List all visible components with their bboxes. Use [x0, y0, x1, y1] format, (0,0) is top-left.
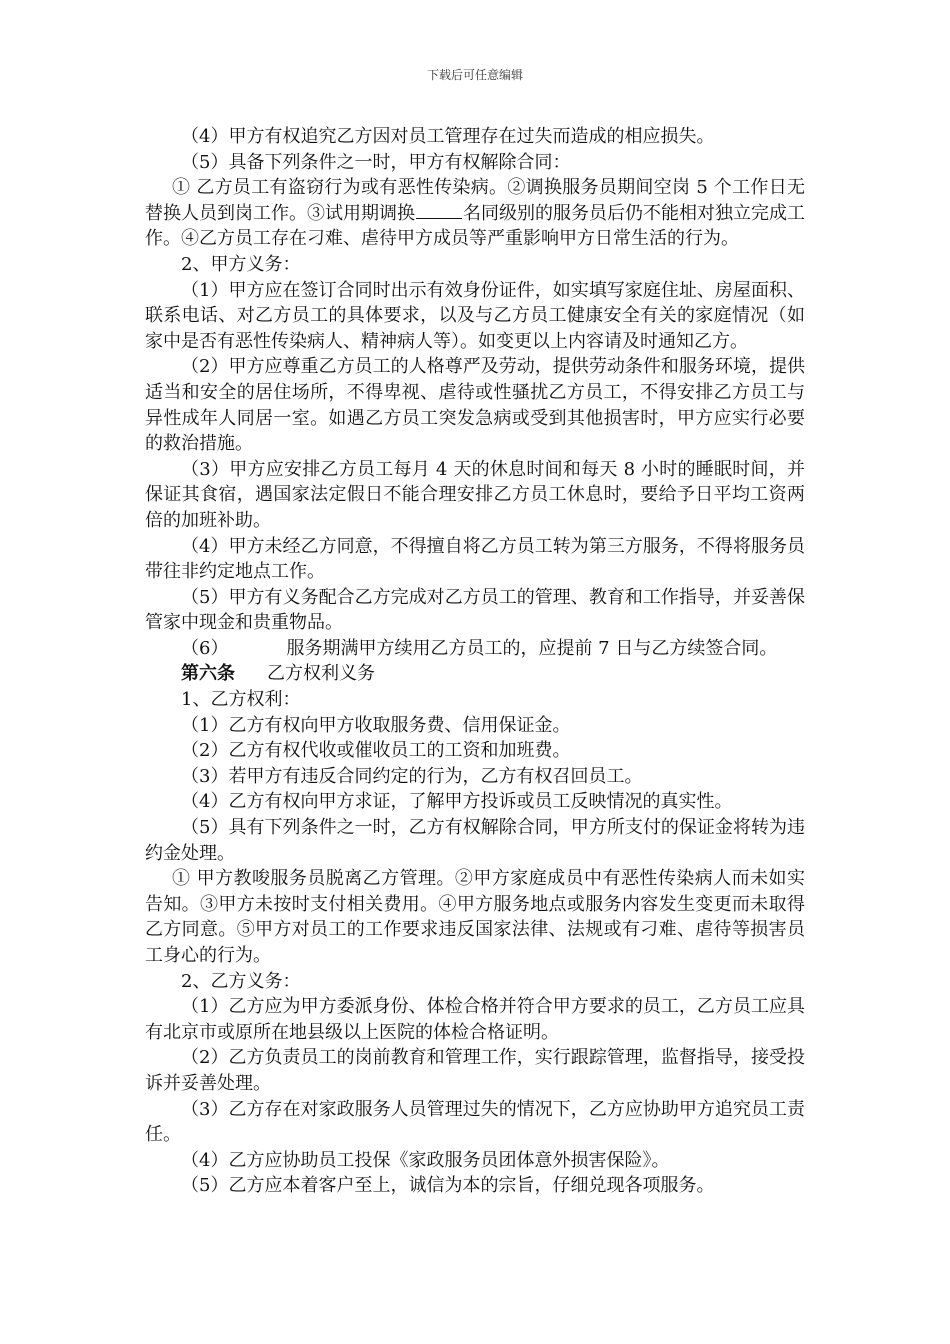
paragraph: （5）具有下列条件之一时，乙方有权解除合同，甲方所支付的保证金将转为违约金处理。	[145, 817, 805, 864]
document-body	[145, 124, 805, 1199]
paragraph: 1、乙方权利：	[181, 689, 301, 711]
paragraph-text: 服务期满甲方续用乙方员工的，应提前 7 日与乙方续签合同。	[286, 637, 778, 659]
paragraph: （5）具备下列条件之一时，甲方有权解除合同：	[181, 151, 571, 173]
paragraph-text: （6）	[181, 637, 229, 659]
paragraph	[145, 175, 805, 252]
paragraph: （1）乙方有权向甲方收取服务费、信用保证金。	[181, 714, 571, 736]
paragraph: （2）乙方负责员工的岗前教育和管理工作，实行跟踪管理，监督指导，接受投诉并妥善处理。	[145, 1047, 805, 1094]
page-header: 下载后可任意编辑	[426, 68, 523, 82]
paragraph: （3）乙方存在对家政服务人员管理过失的情况下，乙方应协助甲方追究员工责任。	[145, 1098, 805, 1146]
paragraph: （4）乙方有权向甲方求证，了解甲方投诉或员工反映情况的真实性。	[181, 791, 733, 813]
paragraph: （4）甲方有权追究乙方因对员工管理存在过失而造成的相应损失。	[181, 126, 715, 147]
paragraph: ① 甲方教唆服务员脱离乙方管理。②甲方家庭成员中有恶性传染病人而未如实告知。③甲方未按时支付相关费用。④甲方服务地点或服务内容发生变更而未取得乙方同意。⑤甲方对员工的工作要求违反国家法律、法规或有刁难、虐待等损害员工身心的行为。	[145, 868, 805, 966]
paragraph: （3）若甲方有违反合同约定的行为，乙方有权召回员工。	[181, 765, 643, 787]
section-heading	[145, 661, 805, 687]
paragraph-text: ① 乙方员工有盗窃行为或有恶性传染病。②调换服务员期间空岗 5 个工作日无替换人员到岗工作。③试用期调换	[145, 177, 805, 224]
blank-underline	[416, 202, 462, 219]
paragraph: （5）乙方应本着客户至上，诚信为本的宗旨，仔细兑现各项服务。	[181, 1175, 715, 1197]
paragraph: （5）甲方有义务配合乙方完成对乙方员工的管理、教育和工作指导，并妥善保管家中现金和贵重物品。	[145, 586, 805, 634]
paragraph: （1）乙方应为甲方委派身份、体检合格并符合甲方要求的员工，乙方员工应具有北京市或原所在地县级以上医院的体检合格证明。	[145, 996, 805, 1043]
paragraph: （2）甲方应尊重乙方员工的人格尊严及劳动，提供劳动条件和服务环境，提供适当和安全的居住场所，不得卑视、虐待或性骚扰乙方员工，不得安排乙方员工与异性成年人同居一室。如遇乙方员工突发急病或受到其他损害时，甲方应实行必要的救治措施。	[145, 356, 805, 455]
section-number: 第六条	[181, 663, 235, 685]
paragraph: 2、甲方义务：	[181, 253, 301, 275]
paragraph: （2）乙方有权代收或催收员工的工资和加班费。	[181, 740, 571, 762]
section-title: 乙方权利义务	[267, 663, 375, 685]
paragraph: 2、乙方义务：	[181, 970, 301, 992]
paragraph: （4）甲方未经乙方同意，不得擅自将乙方员工转为第三方服务，不得将服务员带往非约定地点工作。	[145, 535, 805, 583]
paragraph-text: 名同级别的服务员后仍不能相对独立完成工作。④乙方员工存在刁难、虐待甲方成员等严重影响甲方日常生活的行为。	[145, 202, 805, 250]
paragraph: （4）乙方应协助员工投保《家政服务员团体意外损害保险》。	[181, 1149, 670, 1171]
paragraph	[145, 636, 805, 662]
paragraph: （1）甲方应在签订合同时出示有效身份证件，如实填写家庭住址、房屋面积、联系电话、对乙方员工的具体要求，以及与乙方员工健康安全有关的家庭情况（如家中是否有恶性传染病人、精神病人等）。如变更以上内容请及时通知乙方。	[145, 279, 805, 352]
paragraph: （3）甲方应安排乙方员工每月 4 天的休息时间和每天 8 小时的睡眠时间，并保证其食宿，遇国家法定假日不能合理安排乙方员工休息时，要给予日平均工资两倍的加班补助。	[145, 458, 805, 531]
